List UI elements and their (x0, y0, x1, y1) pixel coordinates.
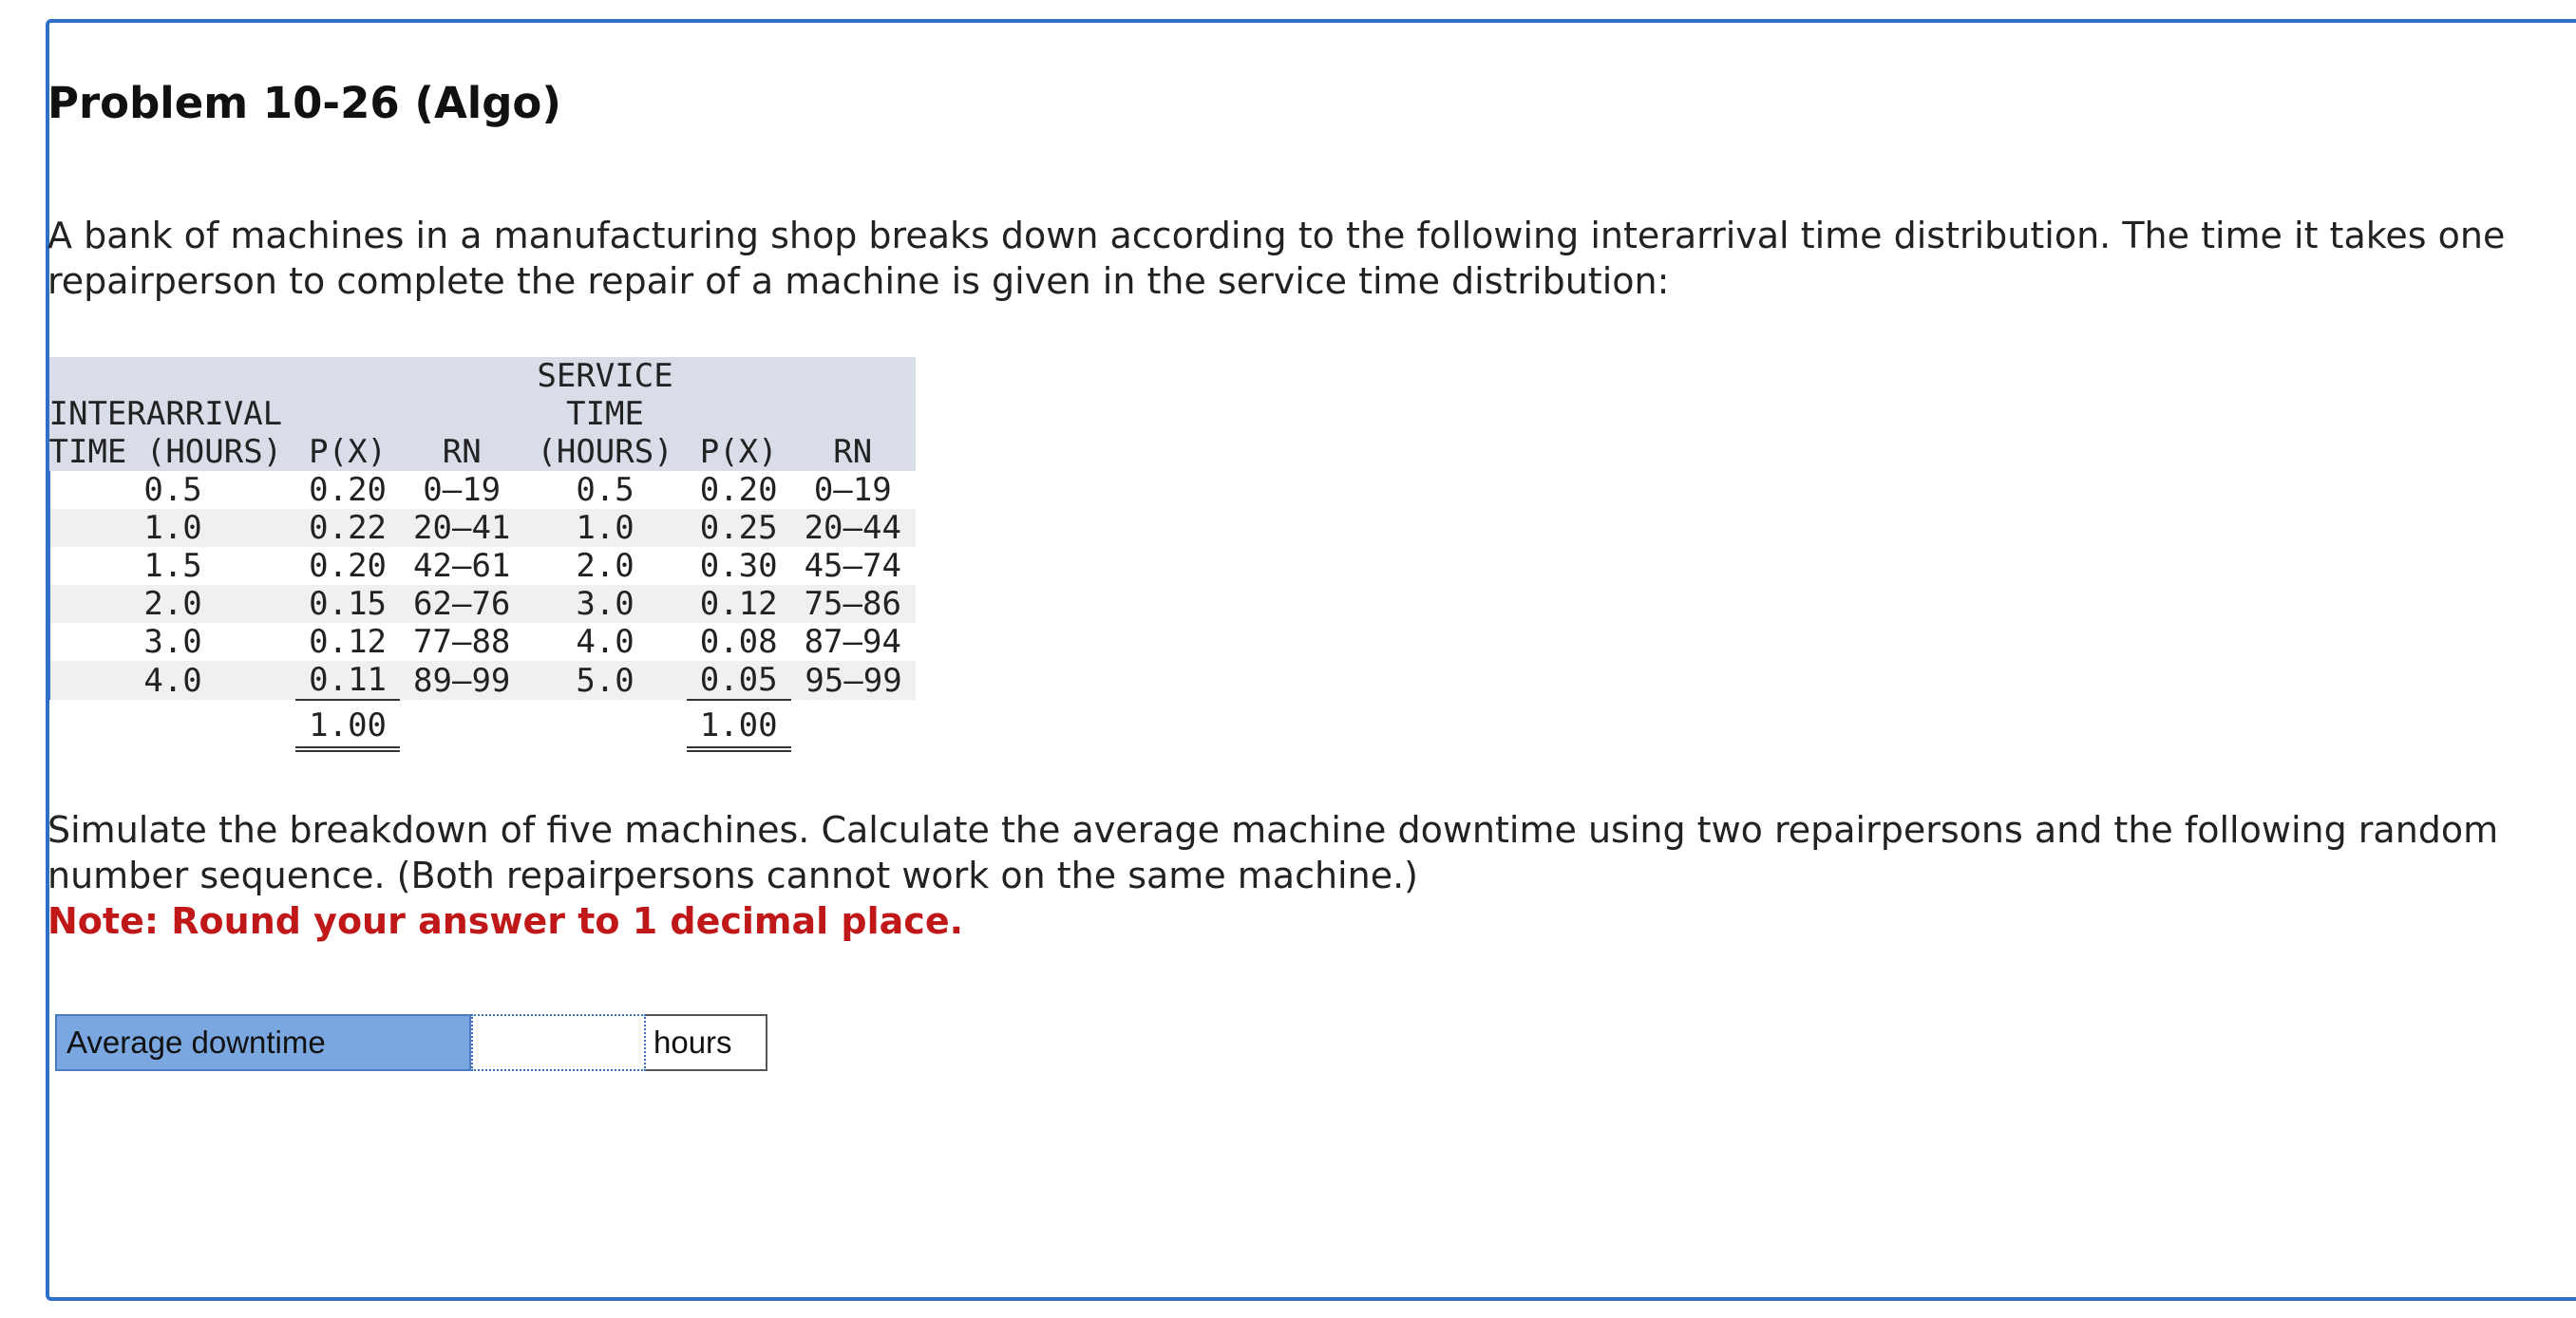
probability-cell: 0.05 (687, 661, 791, 700)
probability-cell: 0.12 (687, 585, 791, 623)
rounding-note: Note: Round your answer to 1 decimal place. (47, 900, 964, 942)
answer-row (55, 1014, 767, 1071)
table-header-row (49, 357, 917, 471)
empty-cell (49, 700, 296, 749)
service-time-cell: 4.0 (576, 623, 635, 661)
average-downtime-input[interactable] (471, 1014, 646, 1071)
probability-cell: 0.08 (699, 623, 778, 661)
probability-cell: 0.20 (699, 471, 778, 509)
table-row (49, 471, 917, 509)
random-number-cell: 89–99 (400, 661, 523, 700)
probability-cell: 0.15 (295, 585, 400, 623)
probability-cell: 0.12 (309, 623, 388, 661)
probability-cell: 0.22 (295, 509, 400, 547)
service-time-cell: 5.0 (523, 661, 686, 700)
interarrival-time-cell: 1.5 (49, 547, 296, 585)
random-number-cell: 0–19 (423, 471, 502, 509)
random-number-cell: 75–86 (791, 585, 917, 623)
table-row (49, 661, 917, 700)
probability-cell: 0.25 (687, 509, 791, 547)
probability-cell: 0.20 (309, 547, 388, 585)
service-time-cell: 3.0 (523, 585, 686, 623)
service-time-cell: 1.0 (523, 509, 686, 547)
table-row (49, 547, 917, 585)
table-row (49, 623, 917, 661)
random-number-cell: 20–41 (400, 509, 523, 547)
average-downtime-label: Average downtime (55, 1014, 471, 1071)
empty-cell (523, 700, 686, 749)
probability-total-2: 1.00 (687, 700, 791, 749)
random-number-cell: 0–19 (813, 471, 892, 509)
problem-intro: A bank of machines in a manufacturing shop breaks down according to the following interarrival time distribution. The time it takes one repairperson to complete the repair of a machine is given in the service time distribution: (47, 215, 2506, 302)
empty-cell (791, 700, 917, 749)
probability-cell: 0.20 (309, 471, 388, 509)
probability-cell: 0.30 (699, 547, 778, 585)
distribution-table (47, 357, 918, 752)
header-random-number-1: RN (400, 357, 523, 471)
random-number-cell: 87–94 (804, 623, 901, 661)
hours-unit-label: hours (646, 1014, 767, 1071)
empty-cell (400, 700, 523, 749)
random-number-cell: 42–61 (413, 547, 511, 585)
header-probability-2: P(X) (687, 357, 791, 471)
header-random-number-2: RN (791, 357, 917, 471)
problem-title: Problem 10-26 (Algo) (47, 78, 561, 128)
table-row (49, 509, 917, 547)
random-number-cell: 77–88 (413, 623, 511, 661)
random-number-cell: 20–44 (791, 509, 917, 547)
service-time-cell: 2.0 (576, 547, 635, 585)
probability-total-1: 1.00 (295, 700, 400, 749)
service-time-cell: 0.5 (576, 471, 635, 509)
table-total-row (49, 700, 917, 749)
table-row (49, 585, 917, 623)
probability-cell: 0.11 (295, 661, 400, 700)
random-number-cell: 45–74 (804, 547, 901, 585)
interarrival-time-cell: 0.5 (49, 471, 296, 509)
random-number-cell: 95–99 (791, 661, 917, 700)
header-probability-1: P(X) (295, 357, 400, 471)
problem-question: Simulate the breakdown of five machines. Calculate the average machine downtime using two repairpersons and the following random number sequence. (Both repairpersons cannot work on the same machine.) (47, 809, 2499, 896)
interarrival-time-cell: 1.0 (49, 509, 296, 547)
header-interarrival-time: INTERARRIVAL TIME (HOURS) (49, 357, 296, 471)
random-number-cell: 62–76 (400, 585, 523, 623)
interarrival-time-cell: 2.0 (49, 585, 296, 623)
interarrival-time-cell: 3.0 (49, 623, 296, 661)
interarrival-time-cell: 4.0 (49, 661, 296, 700)
header-service-time: SERVICE TIME (HOURS) (523, 357, 686, 471)
